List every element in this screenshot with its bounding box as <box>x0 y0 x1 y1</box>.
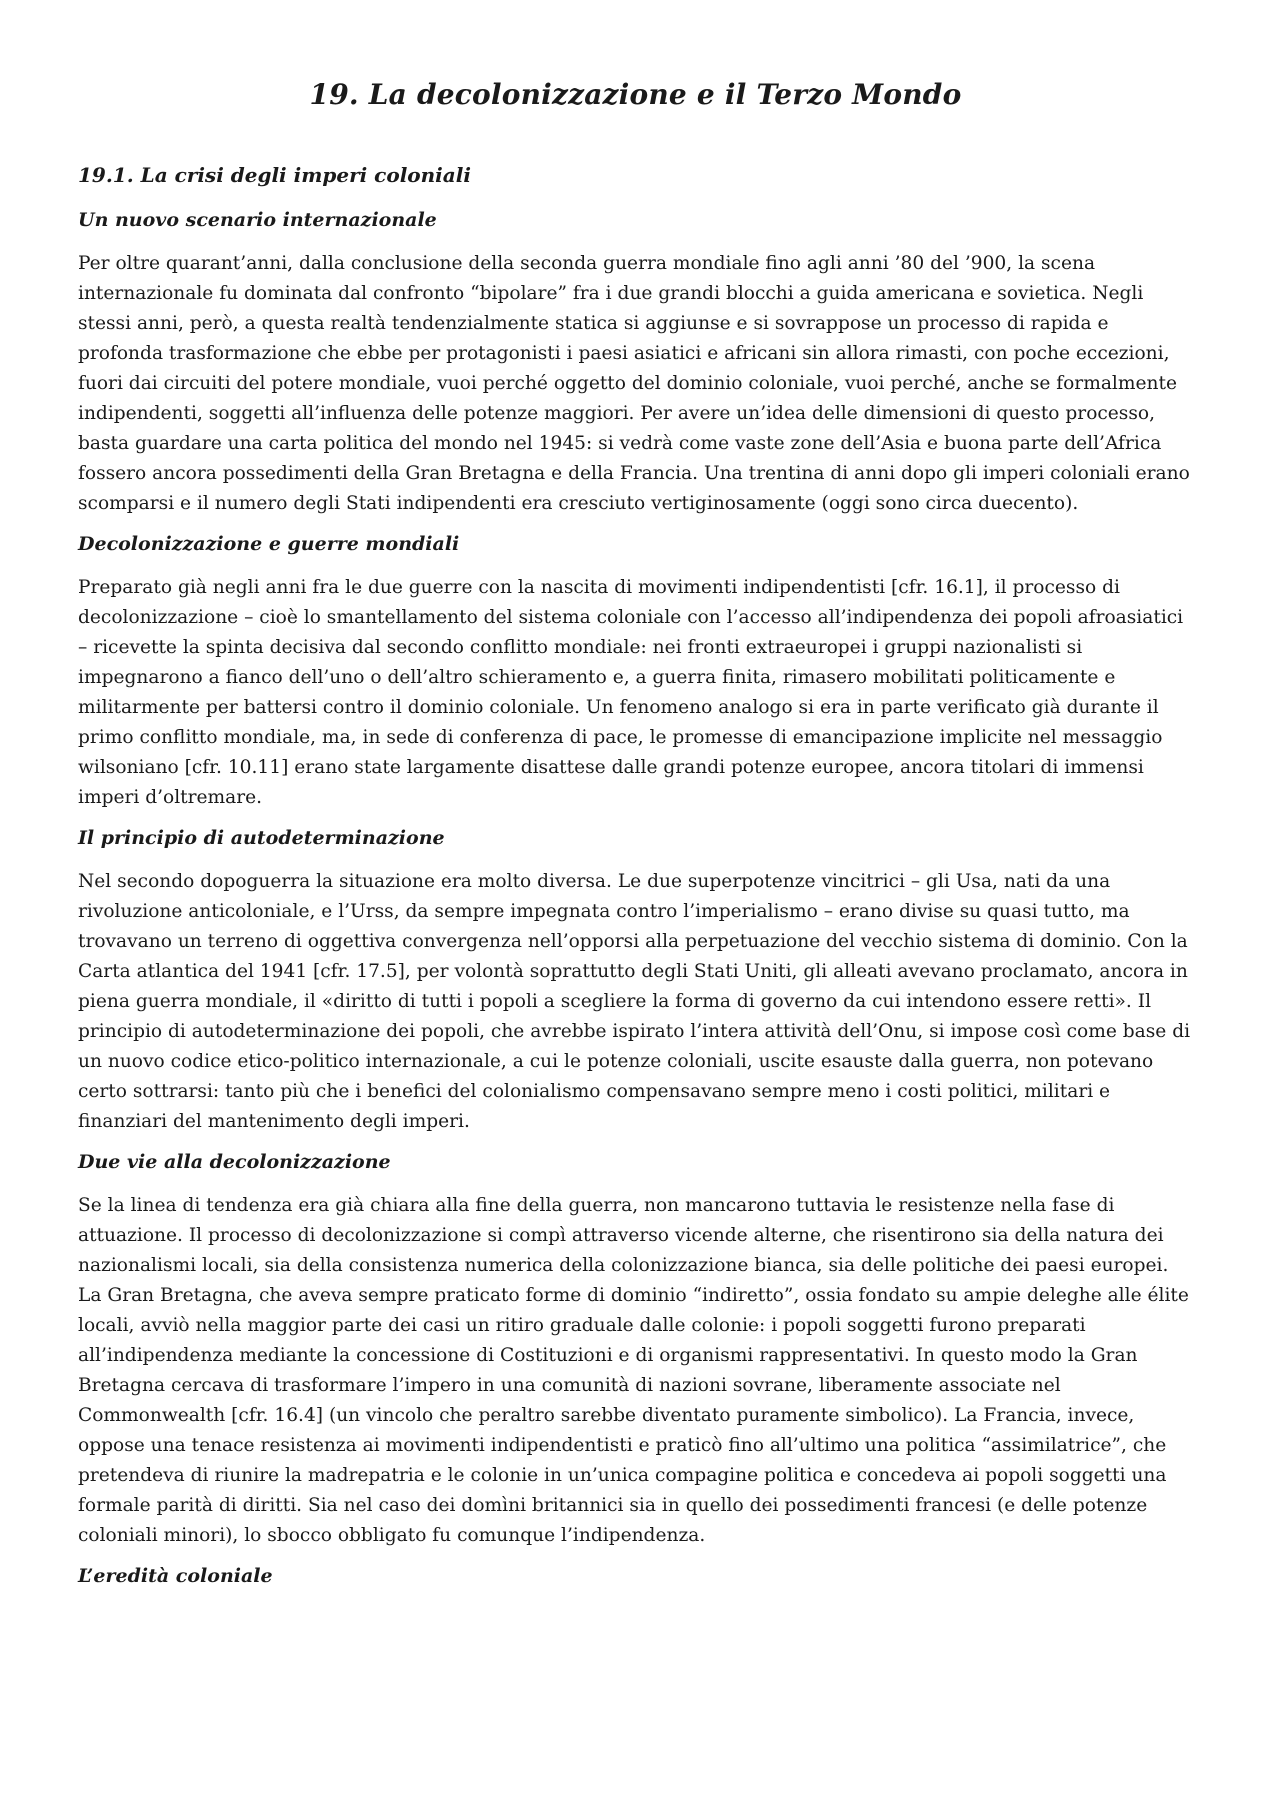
chapter-title: 19. La decolonizzazione e il Terzo Mondo <box>309 78 962 111</box>
paragraph-due-vie: Se la linea di tendenza era già chiara alla fine della guerra, non mancarono tuttavia le resistenze nella fase di attuazione. Il processo di decolonizzazione si compì attraverso vicende alterne, che risentirono sia della natura dei nazionalismi locali, sia della consistenza numerica della colonizzazione bianca, sia delle politiche dei paesi europei. La Gran Bretagna, che aveva sempre praticato forme di dominio “indiretto”, ossia fondato su ampie deleghe alle élite locali, avviò nella maggior parte dei casi un ritiro graduale dalle colonie: i popoli soggetti furono preparati all’indipendenza mediante la concessione di Costituzioni e di organismi rappresentativi. In questo modo la Gran Bretagna cercava di trasformare l’impero in una comunità di nazioni sovrane, liberamente associate nel Commonwealth [cfr. 16.4] (un vincolo che peraltro sarebbe diventato puramente simbolico). La Francia, invece, oppose una tenace resistenza ai movimenti indipendentisti e praticò fino all’ultimo una politica “assimilatrice”, che pretendeva di riunire la madrepatria e le colonie in un’unica compagine politica e concedeva ai popoli soggetti una formale parità di diritti. Sia nel caso dei domìni britannici sia in quello dei possedimenti francesi (e delle potenze coloniali minori), lo sbocco obbligato fu comunque l’indipendenza. <box>78 1195 1189 1546</box>
document-page <box>78 78 1193 1605</box>
paragraph-guerre-mondiali: Preparato già negli anni fra le due guerre con la nascita di movimenti indipendentisti [cfr. 16.1], il processo di decolonizzazione – cioè lo smantellamento del sistema coloniale con l’accesso all’indipendenza dei popoli afroasiatici – ricevette la spinta decisiva dal secondo conflitto mondiale: nei fronti extraeuropei i gruppi nazionalisti si impegnarono a fianco dell’uno o dell’altro schieramento e, a guerra finita, rimasero mobilitati politicamente e militarmente per battersi contro il dominio coloniale. Un fenomeno analogo si era in parte verificato già durante il primo conflitto mondiale, ma, in sede di conferenza di pace, le promesse di emancipazione implicite nel messaggio wilsoniano [cfr. 10.11] erano state largamente disattese dalle grandi potenze europee, ancora titolari di immensi imperi d’oltremare. <box>78 577 1184 808</box>
subheading-guerre-mondiali: Decolonizzazione e guerre mondiali <box>78 533 460 555</box>
subheading-scenario: Un nuovo scenario internazionale <box>78 209 437 231</box>
section-title: 19.1. La crisi degli imperi coloniali <box>78 163 471 187</box>
subheading-autodeterminazione: Il principio di autodeterminazione <box>78 827 445 849</box>
paragraph-autodeterminazione: Nel secondo dopoguerra la situazione era molto diversa. Le due superpotenze vincitrici – gli Usa, nati da una rivoluzione anticoloniale, e l’Urss, da sempre impegnata contro l’imperialismo – erano divise su quasi tutto, ma trovavano un terreno di oggettiva convergenza nell’opporsi alla perpetuazione del vecchio sistema di dominio. Con la Carta atlantica del 1941 [cfr. 17.5], per volontà soprattutto degli Stati Uniti, gli alleati avevano proclamato, ancora in piena guerra mondiale, il «diritto di tutti i popoli a scegliere la forma di governo da cui intendono essere retti». Il principio di autodeterminazione dei popoli, che avrebbe ispirato l’intera attività dell’Onu, si impose così come base di un nuovo codice etico-politico internazionale, a cui le potenze coloniali, uscite esauste dalla guerra, non potevano certo sottrarsi: tanto più che i benefici del colonialismo compensavano sempre meno i costi politici, militari e finanziari del mantenimento degli imperi. <box>78 871 1191 1132</box>
subheading-due-vie: Due vie alla decolonizzazione <box>78 1151 391 1173</box>
subheading-eredita-coloniale: L’eredità coloniale <box>78 1565 273 1587</box>
paragraph-scenario: Per oltre quarant’anni, dalla conclusione della seconda guerra mondiale fino agli anni ’80 del ’900, la scena internazionale fu dominata dal confronto “bipolare” fra i due grandi blocchi a guida americana e sovietica. Negli stessi anni, però, a questa realtà tendenzialmente statica si aggiunse e si sovrappose un processo di rapida e profonda trasformazione che ebbe per protagonisti i paesi asiatici e africani sin allora rimasti, con poche eccezioni, fuori dai circuiti del potere mondiale, vuoi perché oggetto del dominio coloniale, vuoi perché, anche se formalmente indipendenti, soggetti all’influenza delle potenze maggiori. Per avere un’idea delle dimensioni di questo processo, basta guardare una carta politica del mondo nel 1945: si vedrà come vaste zone dell’Asia e buona parte dell’Africa fossero ancora possedimenti della Gran Bretagna e della Francia. Una trentina di anni dopo gli imperi coloniali erano scomparsi e il numero degli Stati indipendenti era cresciuto vertiginosamente (oggi sono circa duecento). <box>78 253 1190 514</box>
